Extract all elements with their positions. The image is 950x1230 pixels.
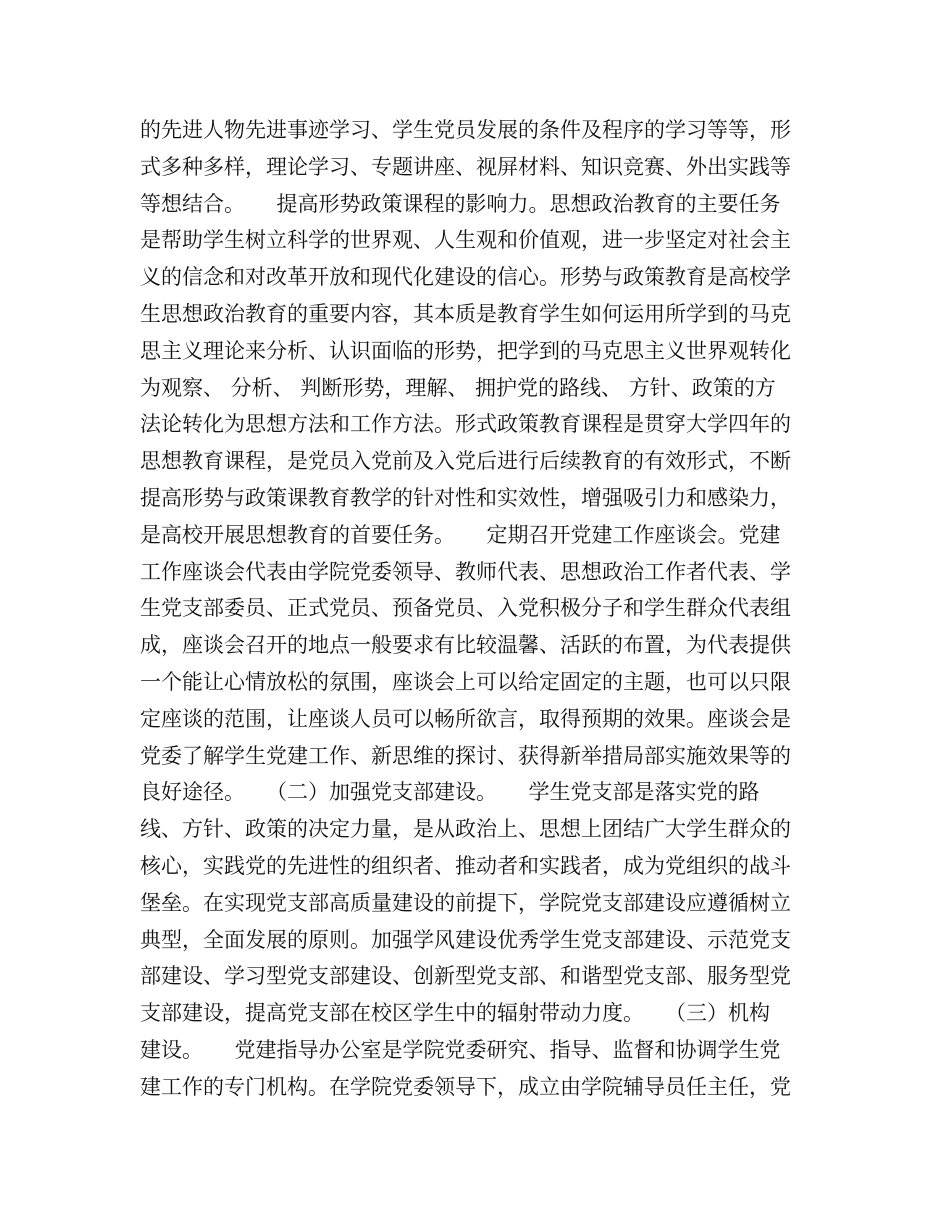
text-line: 是高校开展思想教育的首要任务。 定期召开党建工作座谈会。党建 [140,522,781,547]
text-line: 生思想政治教育的重要内容，其本质是教育学生如何运用所学到的马克 [140,301,791,326]
text-line: 思想教育课程，是党员入党前及入党后进行后续教育的有效形式，不断 [140,449,791,474]
text-line: 式多种多样，理论学习、专题讲座、视屏材料、知识竞赛、外出实践等 [140,154,791,179]
body-text [140,112,820,1106]
text-line: 典型，全面发展的原则。加强学风建设优秀学生党支部建设、示范党支 [140,927,791,952]
text-line: 成，座谈会召开的地点一般要求有比较温馨、活跃的布置，为代表提供 [140,633,791,658]
text-line: 良好途径。 （二）加强党支部建设。 学生党支部是落实党的路 [140,780,760,805]
text-line: 堡垒。在实现党支部高质量建设的前提下，学院党支部建设应遵循树立 [140,890,791,915]
text-line: 法论转化为思想方法和工作方法。形式政策教育课程是贯穿大学四年的 [140,412,791,437]
text-line: 工作座谈会代表由学院党委领导、教师代表、思想政治工作者代表、学 [140,559,791,584]
text-line: 建工作的专门机构。在学院党委领导下，成立由学院辅导员任主任，党 [140,1074,791,1099]
text-line: 线、方针、政策的决定力量，是从政治上、思想上团结广大学生群众的 [140,817,791,842]
text-line: 的先进人物先进事迹学习、学生党员发展的条件及程序的学习等等，形 [140,118,791,142]
text-line: 党委了解学生党建工作、新思维的探讨、获得新举措局部实施效果等的 [140,743,791,768]
text-line: 义的信念和对改革开放和现代化建设的信心。形势与政策教育是高校学 [140,265,791,290]
text-line: 为观察、 分析、 判断形势，理解、 拥护党的路线、 方针、政策的方 [140,375,776,400]
text-line: 生党支部委员、正式党员、预备党员、入党积极分子和学生群众代表组 [140,596,791,621]
text-line: 建设。 党建指导办公室是学院党委研究、指导、监督和协调学生党 [140,1037,781,1062]
text-line: 提高形势与政策课教育教学的针对性和实效性，增强吸引力和感染力， [140,485,791,510]
text-line: 是帮助学生树立科学的世界观、人生观和价值观，进一步坚定对社会主 [140,228,791,253]
text-line: 一个能让心情放松的氛围，座谈会上可以给定固定的主题，也可以只限 [140,669,791,694]
text-line: 核心，实践党的先进性的组织者、推动者和实践者，成为党组织的战斗 [140,853,791,878]
text-line: 部建设、学习型党支部建设、创新型党支部、和谐型党支部、服务型党 [140,964,791,989]
text-line: 定座谈的范围，让座谈人员可以畅所欲言，取得预期的效果。座谈会是 [140,706,791,731]
text-line: 等想结合。 提高形势政策课程的影响力。思想政治教育的主要任务 [140,191,781,216]
text-line: 支部建设，提高党支部在校区学生中的辐射带动力度。 （三）机构 [140,1001,770,1026]
text-line: 思主义理论来分析、认识面临的形势，把学到的马克思主义世界观转化 [140,338,791,363]
